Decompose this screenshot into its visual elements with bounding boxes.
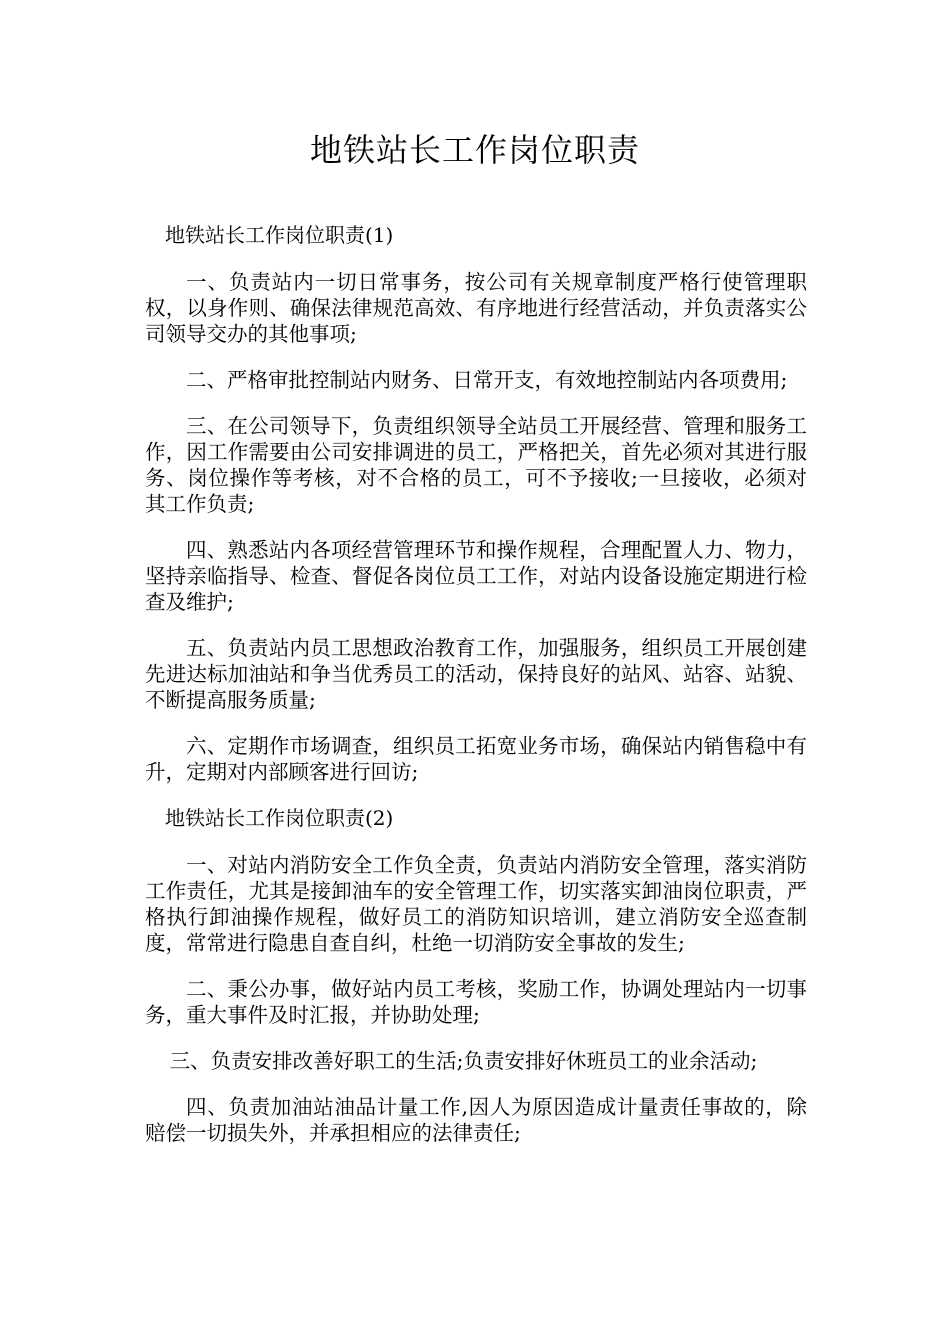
section-1-item-1: 一、负责站内一切日常事务，按公司有关规章制度严格行使管理职权，以身作则、确保法律规范高效、有序地进行经营活动，并负责落实公司领导交办的其他事项; [145,270,807,346]
section-heading-1: 地铁站长工作岗位职责(1) [165,223,394,247]
section-2-item-4: 四、负责加油站油品计量工作,因人为原因造成计量责任事故的，除赔偿一切损失外，并承担相应的法律责任; [145,1095,807,1145]
section-1-item-5: 五、负责站内员工思想政治教育工作，加强服务，组织员工开展创建先进达标加油站和争当优秀员工的活动，保持良好的站风、站容、站貌、不断提高服务质量; [145,636,807,712]
document-body [145,222,807,1166]
section-1-item-4: 四、熟悉站内各项经营管理环节和操作规程，合理配置人力、物力，坚持亲临指导、检查、督促各岗位员工工作，对站内设备设施定期进行检查及维护; [145,538,807,614]
section-2-item-2: 二、秉公办事，做好站内员工考核，奖励工作，协调处理站内一切事务，重大事件及时汇报，并协助处理; [145,977,807,1027]
section-1-item-3: 三、在公司领导下，负责组织领导全站员工开展经营、管理和服务工作，因工作需要由公司安排调进的员工，严格把关，首先必须对其进行服务、岗位操作等考核，对不合格的员工，可不予接收;一旦接收，必须对其工作负责; [145,414,807,516]
section-2-item-1: 一、对站内消防安全工作负全责，负责站内消防安全管理，落实消防工作责任，尤其是接卸油车的安全管理工作，切实落实卸油岗位职责，严格执行卸油操作规程，做好员工的消防知识培训，建立消防安全巡查制度，常常进行隐患自查自纠，杜绝一切消防安全事故的发生; [145,853,807,955]
section-1-item-6: 六、定期作市场调查，组织员工拓宽业务市场，确保站内销售稳中有升，定期对内部顾客进行回访; [145,734,807,784]
section-1-item-2: 二、严格审批控制站内财务、日常开支，有效地控制站内各项费用; [186,368,788,392]
section-2-item-3: 三、负责安排改善好职工的生活;负责安排好休班员工的业余活动; [169,1049,758,1073]
section-heading-2: 地铁站长工作岗位职责(2) [165,806,394,830]
document-title: 地铁站长工作岗位职责 [309,131,640,169]
